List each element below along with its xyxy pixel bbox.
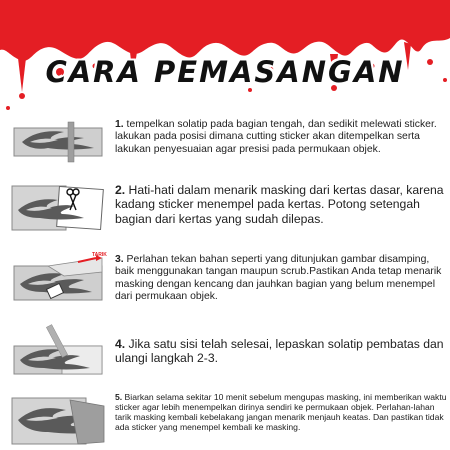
step-1-number: 1. <box>115 119 124 130</box>
step-1-text: 1. tempelkan solatip pada bagian tengah, dan sedikit melewati sticker. lakukan pada posisi dimana cutting sticker akan ditempelkan serta lakukan penyesuaian agar presisi pada permukaan objek. <box>115 119 437 155</box>
step-5-illustration <box>8 392 108 448</box>
step-4 <box>0 322 450 380</box>
step-2-illustration <box>8 182 108 234</box>
step-2-number: 2. <box>115 183 126 197</box>
step-3 <box>0 250 450 316</box>
step-4-number: 4. <box>115 337 126 351</box>
step-4-text: 4. Jika satu sisi telah selesai, lepaskan solatip pembatas dan ulangi langkah 2-3. <box>115 337 444 366</box>
step-5-text: 5. Biarkan selama sekitar 10 menit sebelum mengupas masking, ini memberikan waktu sticker agar lebih menempelkan dirinya sendiri ke permukaan objek. Perlahan-lahan tarik masking kembali kebelakang jangan menarik menjauh keatas. Dan pastikan tidak ada sticker yang menempel kembali ke masking. <box>115 392 447 433</box>
step-5-number: 5. <box>115 392 123 402</box>
step-1-illustration <box>8 120 108 164</box>
step-5 <box>0 390 450 450</box>
step-1 <box>0 118 450 168</box>
step-3-number: 3. <box>115 254 124 265</box>
step-3-arrow-label: TARIK <box>92 252 107 258</box>
step-3-illustration <box>8 252 108 310</box>
step-3-text: 3. Perlahan tekan bahan seperti yang ditunjukan gambar disamping, baik menggunakan tangan maupun scrub.Pastikan Anda tetap menarik masking dengan kencang dan jauhkan bagian yang belum menempel dari permukaan objek. <box>115 254 442 302</box>
step-2-text: 2. Hati-hati dalam menarik masking dari kertas dasar, karena kadang sticker menempel pada kertas. Potong setengah bagian dari kertas yang sudah dilepas. <box>115 183 444 226</box>
step-2 <box>0 180 450 238</box>
step-4-illustration <box>8 324 108 380</box>
page-title: CARA PEMASANGAN <box>45 55 405 89</box>
